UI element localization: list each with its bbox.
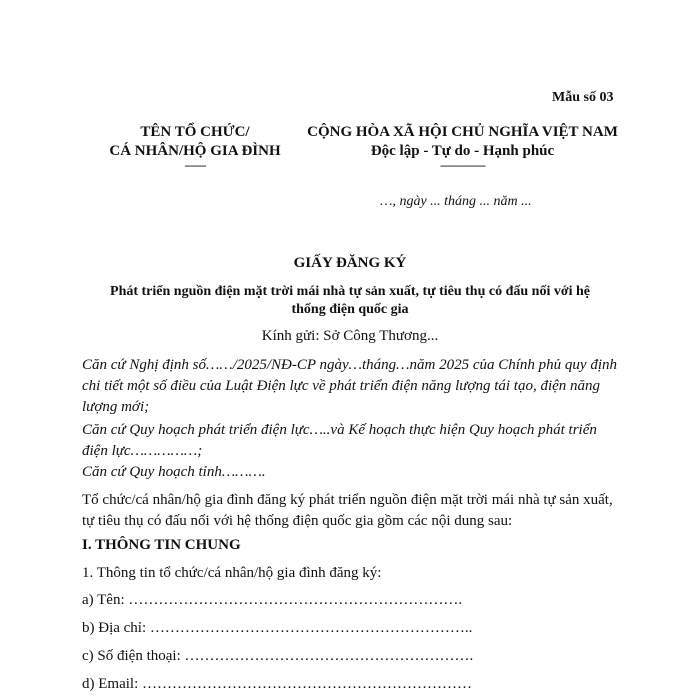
legal-basis-provincial-plan-line1: Căn cứ Quy hoạch tỉnh………. <box>82 464 266 480</box>
left-header-rule: ------- <box>184 158 206 172</box>
intro-line1: Tổ chức/cá nhân/hộ gia đình đăng ký phát triển nguồn điện mặt trời mái nhà tự sản xuất, <box>82 492 613 508</box>
document-subtitle-line1: Phát triển nguồn điện mặt trời mái nhà tự sản xuất, tự tiêu thụ có đấu nối với hệ <box>110 284 590 299</box>
field-name[interactable]: a) Tên: …………………………………………………………. <box>82 592 463 608</box>
field-email[interactable]: d) Email: ………………………………………………………… <box>82 676 472 692</box>
document-title: GIẤY ĐĂNG KÝ <box>293 255 407 271</box>
legal-basis-provincial-plan <box>82 462 622 483</box>
intro-line2: tự tiêu thụ có đấu nối với hệ thống điện quốc gia gồm các nội dung sau: <box>82 513 513 529</box>
org-name-line2: CÁ NHÂN/HỘ GIA ĐÌNH <box>109 143 281 159</box>
org-name-line1: TÊN TỔ CHỨC/ <box>140 124 250 140</box>
document-subtitle-line2: thống điện quốc gia <box>291 302 409 317</box>
legal-basis-decree <box>82 355 622 418</box>
motto: Độc lập - Tự do - Hạnh phúc <box>370 143 555 159</box>
section-heading-general-info: I. THÔNG TIN CHUNG <box>82 537 241 553</box>
legal-basis-decree-line1: Căn cứ Nghị định số……/2025/NĐ-CP ngày…tháng…năm 2025 của Chính phủ quy định <box>82 357 617 373</box>
country-name: CỘNG HÒA XÃ HỘI CHỦ NGHĨA VIỆT NAM <box>307 124 618 140</box>
form-number: Mẫu số 03 <box>552 90 614 105</box>
field-phone[interactable]: c) Số điện thoại: …………………………………………………. <box>82 648 474 664</box>
recipient: Kính gửi: Sở Công Thương... <box>261 328 439 344</box>
legal-basis-decree-line3: lượng mới; <box>82 399 150 415</box>
right-header-rule: --------------- <box>440 158 485 172</box>
field-address[interactable]: b) Địa chỉ: ……………………………………………………….. <box>82 620 473 636</box>
item-registrant-info: 1. Thông tin tổ chức/cá nhân/hộ gia đình đăng ký: <box>82 565 382 581</box>
legal-basis-power-plan-line2: điện lực……………; <box>82 443 203 459</box>
legal-basis-power-plan <box>82 420 622 462</box>
legal-basis-decree-line2: chi tiết một số điều của Luật Điện lực về phát triển điện năng lượng tái tạo, điện năng <box>82 378 601 394</box>
date-line: …, ngày ... tháng ... năm ... <box>380 194 532 209</box>
legal-basis-power-plan-line1: Căn cứ Quy hoạch phát triển điện lực…..và Kế hoạch thực hiện Quy hoạch phát triển <box>82 422 597 438</box>
intro-paragraph <box>82 490 622 532</box>
